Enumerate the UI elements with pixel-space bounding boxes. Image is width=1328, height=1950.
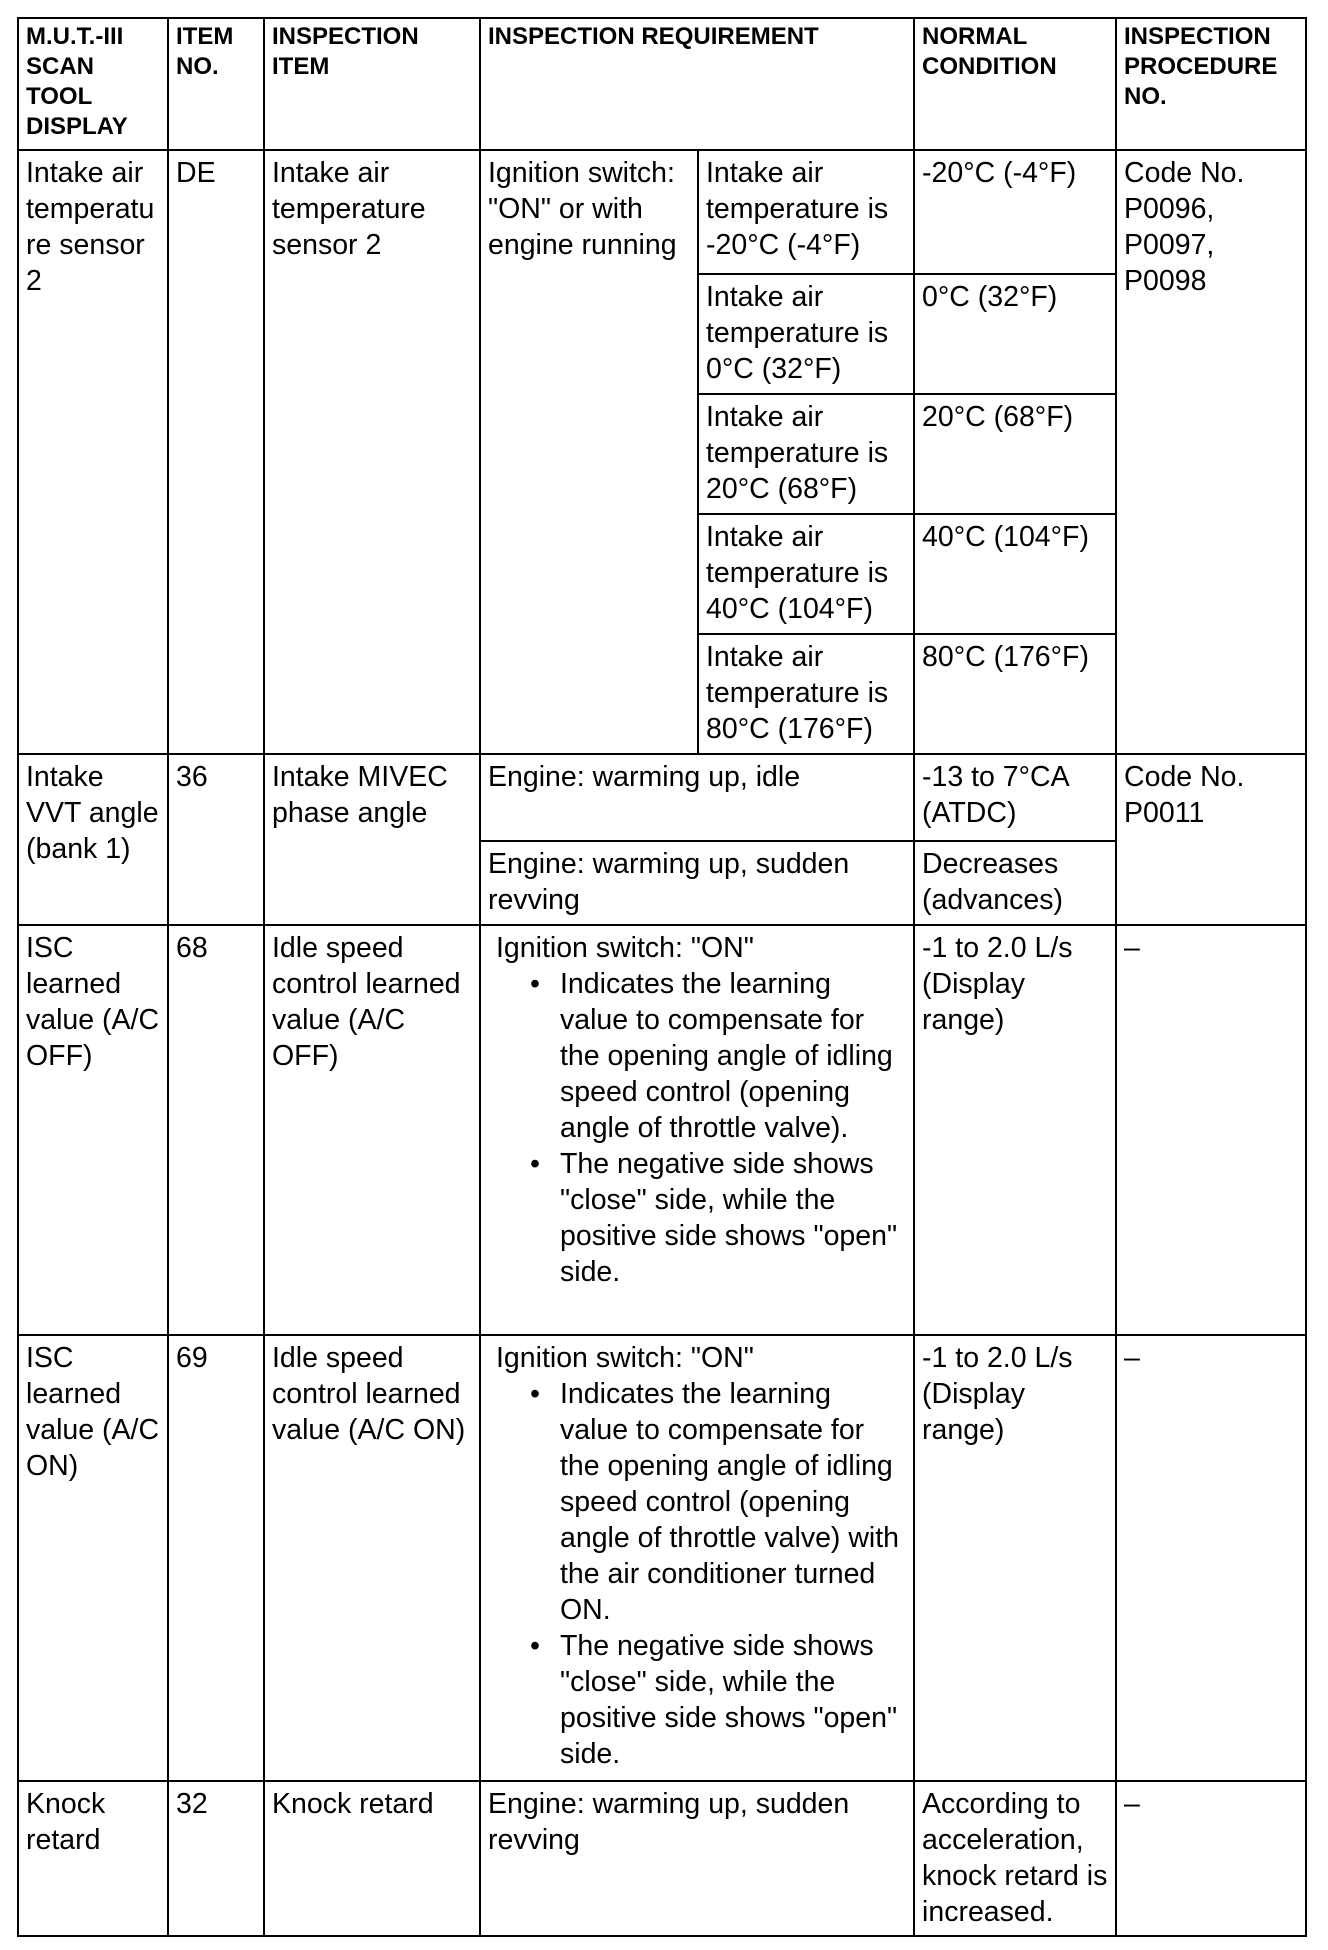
cell-requirement <box>480 925 914 1335</box>
cell-requirement: Engine: warming up, idle <box>480 754 914 841</box>
cell-requirement: Intake air temperature is 20°C (68°F) <box>698 394 914 514</box>
requirement-intro: Ignition switch: "ON" <box>496 1342 754 1374</box>
inspection-table <box>17 17 1307 1937</box>
cell-normal-condition: -13 to 7°CA (ATDC) <box>914 754 1116 841</box>
cell-normal-condition: 80°C (176°F) <box>914 634 1116 754</box>
table-row <box>18 1781 1306 1936</box>
requirement-bullets <box>488 1376 906 1772</box>
cell-normal-condition: 40°C (104°F) <box>914 514 1116 634</box>
header-display: M.U.T.-III SCAN TOOL DISPLAY <box>18 18 168 150</box>
cell-procedure-no: – <box>1116 1781 1306 1936</box>
table-row <box>18 925 1306 1335</box>
cell-requirement: Engine: warming up, sudden revving <box>480 841 914 925</box>
header-row <box>18 18 1306 150</box>
cell-normal-condition: According to acceleration, knock retard is increased. <box>914 1781 1116 1936</box>
cell-item-no: DE <box>168 150 264 754</box>
cell-inspection-item: Knock retard <box>264 1781 480 1936</box>
cell-item-no: 32 <box>168 1781 264 1936</box>
cell-display: Knock retard <box>18 1781 168 1936</box>
header-requirement: INSPECTION REQUIREMENT <box>480 18 914 150</box>
requirement-intro: Ignition switch: "ON" <box>496 932 754 964</box>
cell-normal-condition: -1 to 2.0 L/s (Display range) <box>914 1335 1116 1781</box>
header-procedure-no: INSPECTION PROCEDURE NO. <box>1116 18 1306 150</box>
cell-normal-condition: Decreases (advances) <box>914 841 1116 925</box>
cell-display: ISC learned value (A/C ON) <box>18 1335 168 1781</box>
table-row <box>18 150 1306 274</box>
cell-normal-condition: 0°C (32°F) <box>914 274 1116 394</box>
cell-procedure-no: Code No. P0011 <box>1116 754 1306 925</box>
header-normal-condition: NORMAL CONDITION <box>914 18 1116 150</box>
cell-requirement: Intake air temperature is 40°C (104°F) <box>698 514 914 634</box>
cell-requirement: Engine: warming up, sudden revving <box>480 1781 914 1936</box>
cell-normal-condition: -20°C (-4°F) <box>914 150 1116 274</box>
table-row <box>18 754 1306 841</box>
cell-procedure-no: – <box>1116 925 1306 1335</box>
cell-inspection-item: Idle speed control learned value (A/C OFF) <box>264 925 480 1335</box>
cell-requirement: Intake air temperature is -20°C (-4°F) <box>698 150 914 274</box>
cell-display: Intake VVT angle (bank 1) <box>18 754 168 925</box>
list-item: • The negative side shows "close" side, while the positive side shows "open" side. <box>560 1628 906 1772</box>
header-item-no: ITEM NO. <box>168 18 264 150</box>
list-item: • Indicates the learning value to compensate for the opening angle of idling speed control (opening angle of throttle valve). <box>560 966 906 1146</box>
cell-inspection-item: Idle speed control learned value (A/C ON) <box>264 1335 480 1781</box>
cell-display: Intake air temperature sensor 2 <box>18 150 168 754</box>
header-inspection-item: INSPECTION ITEM <box>264 18 480 150</box>
list-item: • Indicates the learning value to compensate for the opening angle of idling speed control (opening angle of throttle valve) with the air conditioner turned ON. <box>560 1376 906 1628</box>
list-item: • The negative side shows "close" side, while the positive side shows "open" side. <box>560 1146 906 1290</box>
cell-inspection-item: Intake MIVEC phase angle <box>264 754 480 925</box>
table-row <box>18 1335 1306 1781</box>
cell-requirement: Intake air temperature is 80°C (176°F) <box>698 634 914 754</box>
cell-inspection-item: Intake air temperature sensor 2 <box>264 150 480 754</box>
cell-procedure-no: – <box>1116 1335 1306 1781</box>
cell-item-no: 69 <box>168 1335 264 1781</box>
cell-requirement <box>480 1335 914 1781</box>
cell-normal-condition: -1 to 2.0 L/s (Display range) <box>914 925 1116 1335</box>
cell-item-no: 36 <box>168 754 264 925</box>
cell-normal-condition: 20°C (68°F) <box>914 394 1116 514</box>
cell-requirement: Intake air temperature is 0°C (32°F) <box>698 274 914 394</box>
cell-procedure-no: Code No. P0096, P0097, P0098 <box>1116 150 1306 754</box>
requirement-bullets <box>488 966 906 1290</box>
cell-condition: Ignition switch: "ON" or with engine running <box>480 150 698 754</box>
cell-display: ISC learned value (A/C OFF) <box>18 925 168 1335</box>
cell-item-no: 68 <box>168 925 264 1335</box>
